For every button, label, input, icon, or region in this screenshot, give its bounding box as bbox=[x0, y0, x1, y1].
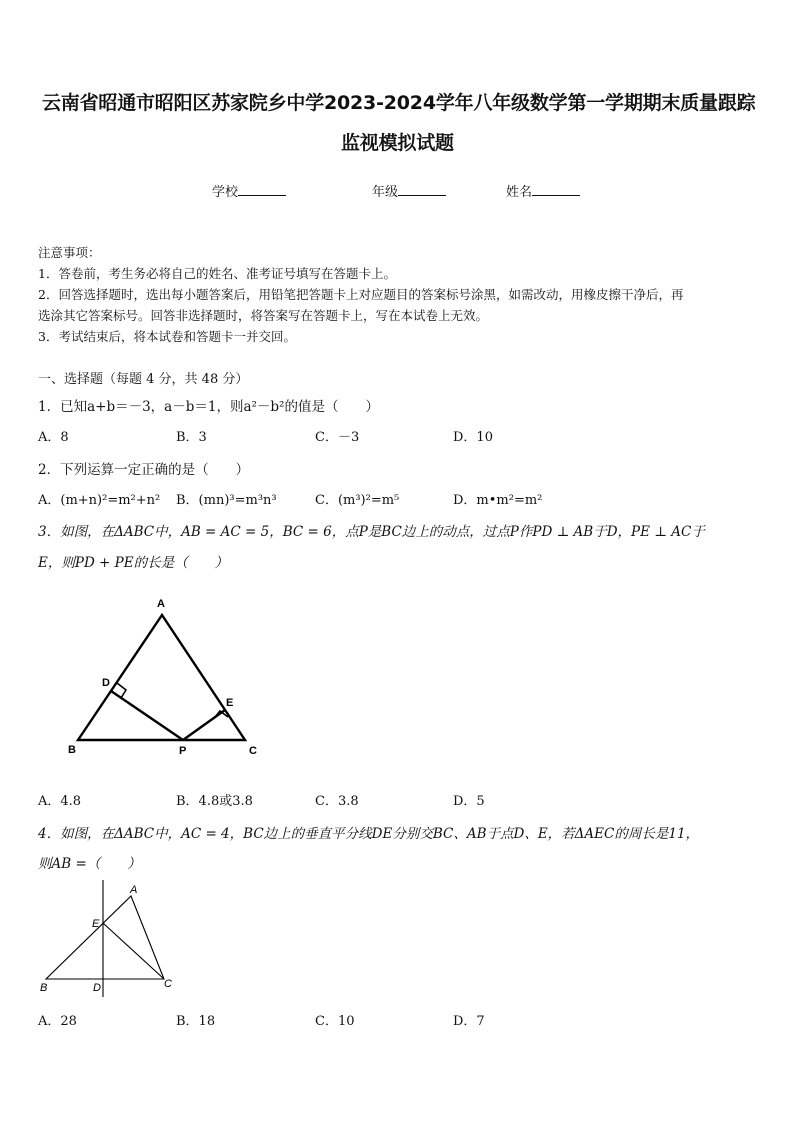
q3-label-c: C bbox=[249, 745, 257, 757]
q4-segment-ec bbox=[103, 923, 164, 979]
grade-label: 年级 bbox=[372, 185, 399, 200]
question-4-text-line2: 则AB =（ ） bbox=[38, 856, 141, 872]
q3-option-a[interactable]: A．4.8 bbox=[38, 794, 82, 809]
grade-blank[interactable] bbox=[398, 183, 446, 196]
notice-heading: 注意事项： bbox=[38, 245, 101, 260]
notice-item: 3．考试结束后，将本试卷和答题卡一并交回。 bbox=[38, 329, 296, 344]
q3-label-p: P bbox=[179, 745, 187, 757]
notice-item: 选涂其它答案标号。回答非选择题时，将答案写在答题卡上，写在本试卷上无效。 bbox=[38, 308, 489, 323]
q3-triangle-figure bbox=[60, 590, 280, 770]
section-heading: 一、选择题（每题 4 分，共 48 分） bbox=[38, 372, 249, 387]
q4-option-a[interactable]: A．28 bbox=[38, 1014, 77, 1029]
question-3-text-line2: E，则PD + PE的长是（ ） bbox=[38, 555, 229, 571]
notice-section bbox=[38, 242, 683, 347]
q3-option-c[interactable]: C．3.8 bbox=[315, 794, 359, 809]
q2-option-a[interactable]: A．(m+n)²=m²+n² bbox=[38, 493, 161, 508]
exam-title-line2: 监视模拟试题 bbox=[341, 132, 454, 154]
q4-triangle-abc bbox=[46, 896, 164, 979]
q1-option-b[interactable]: B．3 bbox=[176, 430, 207, 445]
name-label: 姓名 bbox=[506, 185, 533, 200]
school-field bbox=[212, 181, 286, 200]
q4-label-d: D bbox=[93, 982, 101, 994]
notice-item: 1．答卷前，考生务必将自己的姓名、准考证号填写在答题卡上。 bbox=[38, 266, 396, 281]
question-3-text-line1: 3．如图，在ΔABC中，AB = AC = 5，BC = 6，点P是BC边上的动点，过点P作PD ⊥ AB于D，PE ⊥ AC于 bbox=[38, 524, 705, 540]
q2-option-d[interactable]: D．m•m²=m² bbox=[453, 493, 543, 508]
q3-label-e: E bbox=[226, 697, 234, 709]
name-field bbox=[506, 181, 580, 200]
q4-label-b: B bbox=[40, 982, 48, 994]
q2-option-c[interactable]: C．(m³)²=m⁵ bbox=[315, 493, 400, 508]
question-4-text-line1: 4．如图，在ΔABC中，AC = 4，BC边上的垂直平分线DE分别交BC、AB于点D、E，若ΔAEC的周长是11， bbox=[38, 826, 700, 842]
q4-option-b[interactable]: B．18 bbox=[176, 1014, 216, 1029]
q1-option-d[interactable]: D．10 bbox=[453, 430, 493, 445]
q3-option-b[interactable]: B．4.8或3.8 bbox=[176, 794, 253, 809]
q2-option-b[interactable]: B．(mn)³=m³n³ bbox=[176, 493, 277, 508]
question-1-text: 1．已知a+b＝－3，a－b＝1，则a²－b²的值是（ ） bbox=[38, 399, 379, 415]
q3-label-a: A bbox=[157, 598, 165, 610]
q3-segment-pd bbox=[111, 691, 183, 740]
q4-triangle-figure bbox=[30, 875, 190, 1000]
q4-option-c[interactable]: C．10 bbox=[315, 1014, 355, 1029]
school-blank[interactable] bbox=[238, 183, 286, 196]
q4-label-c: C bbox=[164, 978, 172, 990]
q3-label-b: B bbox=[68, 744, 76, 756]
name-blank[interactable] bbox=[532, 183, 580, 196]
q4-option-d[interactable]: D．7 bbox=[453, 1014, 485, 1029]
q3-label-d: D bbox=[102, 677, 110, 689]
q4-label-e: E bbox=[92, 918, 100, 930]
notice-item: 2．回答选择题时，选出每小题答案后，用铅笔把答题卡上对应题目的答案标号涂黑，如需改动，用橡皮擦干净后，再 bbox=[38, 287, 684, 302]
q3-segment-pe bbox=[183, 710, 225, 740]
q3-option-d[interactable]: D．5 bbox=[453, 794, 485, 809]
grade-field bbox=[372, 181, 446, 200]
q1-option-a[interactable]: A．8 bbox=[38, 430, 69, 445]
question-2-text: 2．下列运算一定正确的是（ ） bbox=[38, 462, 250, 478]
q1-option-c[interactable]: C．－3 bbox=[315, 430, 360, 445]
school-label: 学校 bbox=[212, 185, 239, 200]
q4-label-a: A bbox=[130, 884, 138, 896]
exam-title-line1: 云南省昭通市昭阳区苏家院乡中学2023-2024学年八年级数学第一学期期末质量跟踪 bbox=[42, 92, 756, 114]
